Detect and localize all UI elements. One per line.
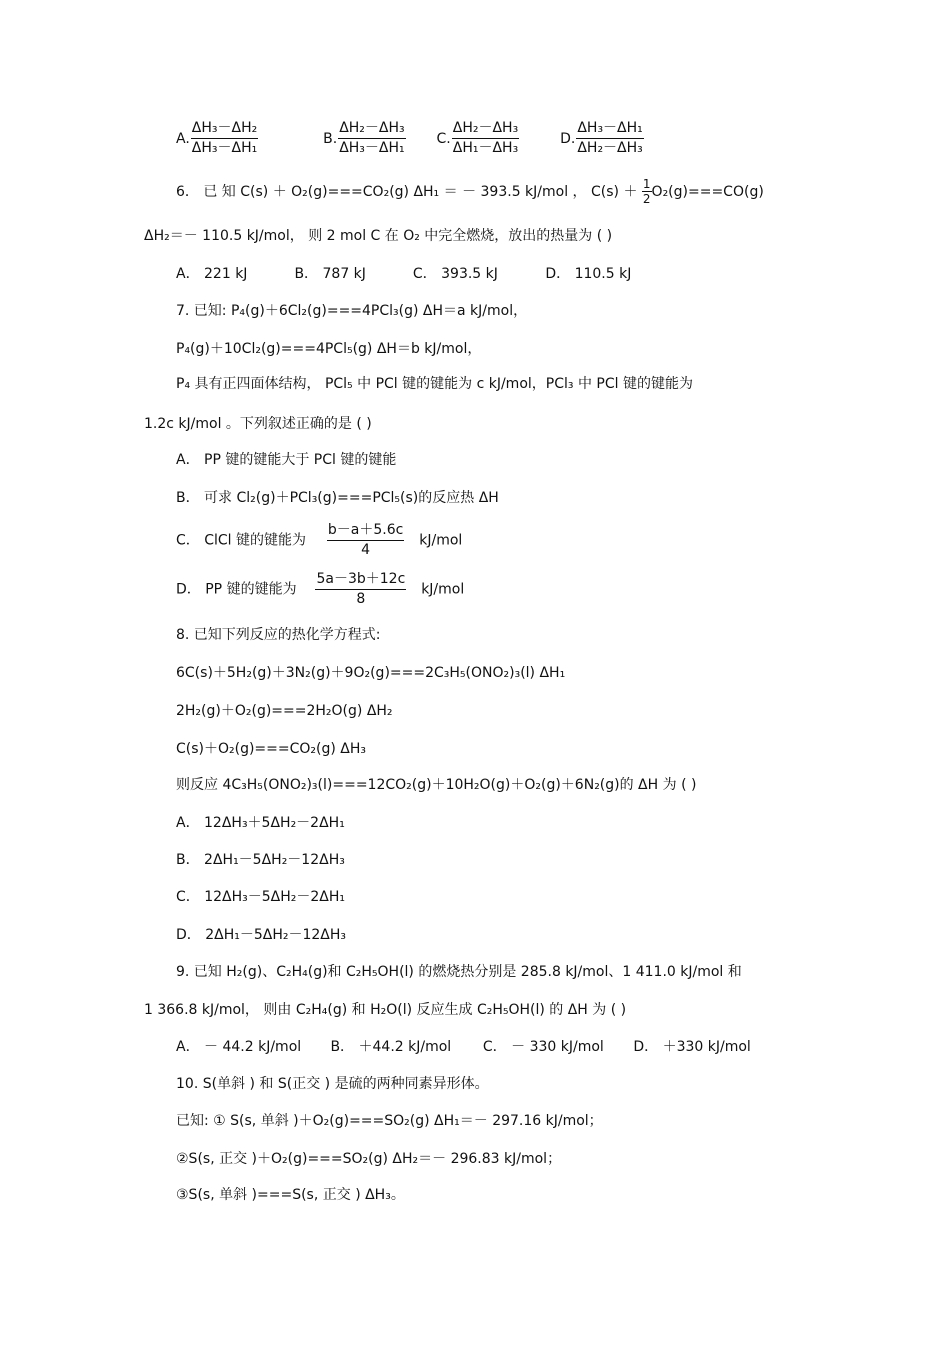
- q5-option-c-label: C.: [436, 130, 451, 147]
- q7-option-d-text: D． PP 键的键能为: [176, 581, 297, 598]
- q5-option-b-denominator: ΔH₃－ΔH₁: [339, 140, 405, 156]
- q7-line-2: P₄(g)＋10Cl₂(g)===4PCl₅(g) ΔH＝b kJ/mol，: [176, 341, 482, 357]
- q7-option-d-denominator: 8: [356, 591, 366, 607]
- q5-option-a: [176, 120, 258, 157]
- q9-line-2: 1 366.8 kJ/mol， 则由 C₂H₄(g) 和 H₂O(l) 反应生成 C₂H₅OH(l) 的 ΔH 为 ( ): [144, 1002, 627, 1018]
- q5-option-c-denominator: ΔH₁－ΔH₃: [452, 140, 519, 156]
- q10-line-4: ③S(s, 单斜 )===S(s, 正交 ) ΔH₃。: [176, 1187, 405, 1203]
- q7-option-c-numerator: b－a＋5.6c: [327, 522, 404, 541]
- q8-equation-2: 2H₂(g)＋O₂(g)===2H₂O(g) ΔH₂: [176, 703, 393, 719]
- q6-line-2: ΔH₂＝－ 110.5 kJ/mol， 则 2 mol C 在 O₂ 中完全燃烧，放出的热量为 ( ): [144, 228, 613, 244]
- q7-option-c: [176, 522, 462, 559]
- q5-option-a-label: A.: [176, 130, 190, 147]
- q7-option-a: A． PP 键的键能大于 PCl 键的键能: [176, 452, 397, 468]
- q6-options-row: [176, 265, 631, 283]
- q8-option-c: C． 12ΔH₃－5ΔH₂－2ΔH₁: [176, 889, 346, 905]
- q9-options-row: [176, 1038, 751, 1056]
- q9-option-d: D． ＋330 kJ/mol: [633, 1039, 751, 1055]
- q8-equation-1: 6C(s)＋5H₂(g)＋3N₂(g)＋9O₂(g)===2C₃H₅(ONO₂)₃(l) ΔH₁: [176, 665, 566, 681]
- q5-option-c-numerator: ΔH₂－ΔH₃: [452, 120, 519, 139]
- q7-option-d-fraction: [315, 571, 406, 608]
- q6-half-denominator: 2: [642, 192, 651, 206]
- q8-equation-3: C(s)＋O₂(g)===CO₂(g) ΔH₃: [176, 741, 367, 757]
- q9-option-a: A． － 44.2 kJ/mol: [176, 1039, 302, 1055]
- q7-line-3: P₄ 具有正四面体结构， PCl₅ 中 PCl 键的键能为 c kJ/mol，PCl₃ 中 PCl 键的键能为: [176, 376, 693, 392]
- q8-question: 则反应 4C₃H₅(ONO₂)₃(l)===12CO₂(g)＋10H₂O(g)＋O₂(g)＋6N₂(g)的 ΔH 为 ( ): [176, 777, 697, 793]
- q8-option-b: B． 2ΔH₁－5ΔH₂－12ΔH₃: [176, 852, 345, 868]
- q9-option-c: C． － 330 kJ/mol: [482, 1039, 604, 1055]
- q5-option-b-fraction: [338, 120, 405, 157]
- q6-half-numerator: 1: [642, 177, 651, 191]
- q6-line-1-text: 6． 已 知 C(s) ＋ O₂(g)===CO₂(g) ΔH₁ ＝ － 393.5 kJ/mol ， C(s) ＋: [176, 184, 638, 200]
- q5-option-a-fraction: [191, 120, 258, 157]
- q6-option-c: C． 393.5 kJ: [412, 266, 498, 282]
- q8-line-1: 8. 已知下列反应的热化学方程式:: [176, 627, 381, 643]
- q6-line-1-tail: O₂(g)===CO(g): [651, 184, 764, 200]
- q9-option-b: B． ＋44.2 kJ/mol: [330, 1039, 452, 1055]
- q7-option-c-unit: kJ/mol: [419, 532, 463, 549]
- q5-option-b-label: B.: [323, 130, 338, 147]
- q7-option-c-denominator: 4: [361, 542, 371, 558]
- q5-option-d: [560, 120, 644, 157]
- q7-option-d-unit: kJ/mol: [421, 581, 465, 598]
- q6-half-fraction: [642, 178, 652, 206]
- q5-option-d-label: D.: [560, 130, 576, 147]
- q7-option-b: B． 可求 Cl₂(g)＋PCl₃(g)===PCl₅(s)的反应热 ΔH: [176, 490, 499, 506]
- q10-line-2: 已知: ① S(s, 单斜 )＋O₂(g)===SO₂(g) ΔH₁＝－ 297.16 kJ/mol；: [176, 1113, 603, 1129]
- q8-option-a: A． 12ΔH₃＋5ΔH₂－2ΔH₁: [176, 815, 345, 831]
- q7-option-c-fraction: [327, 522, 404, 559]
- q9-line-1: 9. 已知 H₂(g)、C₂H₄(g)和 C₂H₅OH(l) 的燃烧热分别是 285.8 kJ/mol、1 411.0 kJ/mol 和: [176, 964, 742, 980]
- q6-option-a: A． 221 kJ: [176, 266, 248, 282]
- q5-option-c-fraction: [452, 120, 519, 157]
- q7-option-d-numerator: 5a－3b＋12c: [315, 571, 406, 590]
- q5-options-row: [176, 120, 644, 157]
- q7-line-4: 1.2c kJ/mol 。下列叙述正确的是 ( ): [144, 416, 372, 432]
- q5-option-d-fraction: [576, 120, 643, 157]
- q5-option-a-denominator: ΔH₃－ΔH₁: [191, 140, 258, 156]
- q5-option-c: [437, 120, 520, 157]
- q6-line-1: [176, 178, 764, 206]
- q10-line-3: ②S(s, 正交 )＋O₂(g)===SO₂(g) ΔH₂＝－ 296.83 kJ/mol；: [176, 1151, 562, 1167]
- q5-option-b: [323, 120, 406, 157]
- q5-option-b-numerator: ΔH₂－ΔH₃: [338, 120, 405, 139]
- q7-option-d: [176, 571, 464, 608]
- q6-option-d: D． 110.5 kJ: [545, 266, 632, 282]
- q8-option-d: D． 2ΔH₁－5ΔH₂－12ΔH₃: [176, 927, 347, 943]
- q5-option-a-numerator: ΔH₃－ΔH₂: [191, 120, 258, 139]
- q7-option-c-text: C． ClCl 键的键能为: [176, 532, 307, 549]
- q6-option-b: B． 787 kJ: [294, 266, 366, 282]
- q10-line-1: 10. S(单斜 ) 和 S(正交 ) 是硫的两种同素异形体。: [176, 1076, 489, 1092]
- q5-option-d-numerator: ΔH₃－ΔH₁: [576, 120, 643, 139]
- q7-line-1: 7. 已知: P₄(g)＋6Cl₂(g)===4PCl₃(g) ΔH＝a kJ/mol，: [176, 303, 528, 319]
- q5-option-d-denominator: ΔH₂－ΔH₃: [577, 140, 643, 156]
